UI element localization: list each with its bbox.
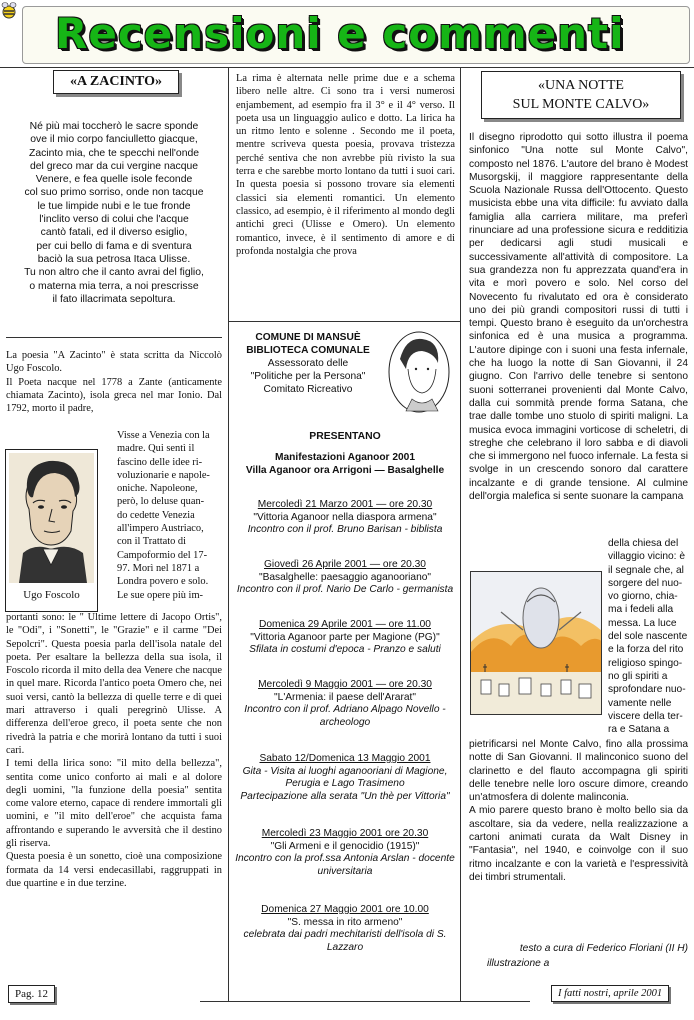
event-title: "Vittoria Aganoor parte per Magione (PG)" (250, 631, 440, 643)
flyer-presentano: PRESENTANO (309, 431, 381, 442)
event-detail: Partecipazione alla serata "Un thè per Vittoria" (240, 790, 450, 802)
text-line: viscere della ter- (608, 710, 683, 722)
event-date: Mercoledì 9 Maggio 2001 — ore 20.30 (258, 679, 432, 690)
flyer-library: BIBLIOTECA COMUNALE (246, 345, 370, 356)
text-line: Le sue opere più im- (117, 589, 203, 601)
poem-line: le tue limpide nubi e le tue fronde (37, 200, 191, 212)
text-line: però, lo deluse quan- (117, 496, 205, 508)
text-line: il segnale che, al (608, 564, 684, 576)
event-detail: Incontro con il prof. Bruno Barisan - biblista (247, 524, 443, 535)
page-title: Recensioni e commenti (55, 9, 625, 58)
flyer-committee: Comitato Ricreativo (263, 384, 353, 395)
text-line: Visse a Venezia con la (117, 430, 210, 441)
event-detail: Sfilata in costumi d'epoca - Pranzo e saluti (249, 644, 441, 655)
paragraph: Il disegno riprodotto qui sotto illustra il poema sinfonico "Una notte sul Monte Calvo", composto nel 1876. L'autore del brano è Modest Musorgskij, il maggiore rappresentante della Scuola Nazionale Russa dell'Ottocento. Questo musicista ebbe una vita difficile: fu avviato dalla famiglia alla carriera militare, ma preferì rinunciare ad una professione sicura e redditizia per dedicarsi agli studi musicali e successivamente all'attività di compositore. La sua grandezza non fu apprezzata quand'era in vita e morì povero e solo. Nel corso del Novecento fu rivalutato ed ora è considerato uno dei più grandi compositori russi di tutti i tempi. Questo brano è eseguito da un'orchestra sinfonica ed è una musica a programma. L'autore dipinge con i suoni una festa infernale, che ha luogo la notte di San Giovanni, il 24 giugno. Con l'arrivo delle tenebre si sentono suoni sotterranei provenienti dal Monte Calvo, dalla cui sommità prende forma Satana, che trae dalle tombe uno stuolo di spiriti maligni. La musica evoca immagini vorticose di scheletri, di streghe che celebrano il loro sabba e di diavoli che si immergono nel fuoco infernale. La festa si svolge in un crescendo sonoro dal carattere incalzante e di grande tensione. Al culmine dell'orgia malefica si sente suonare la campana (469, 132, 688, 503)
text-line: con il Trattato di (117, 536, 186, 548)
box-title-monte-calvo (481, 71, 681, 119)
monte-calvo-text (469, 131, 688, 503)
event-title: "L'Armenia: il paese dell'Ararat" (274, 691, 416, 703)
column-divider-right (460, 67, 461, 1002)
header-banner (22, 6, 690, 64)
issue-label-text: I fatti nostri, aprile 2001 (558, 988, 663, 999)
text-line: religioso spingo- (608, 657, 683, 669)
flyer-event-venue: Villa Aganoor ora Arrigoni — Basalghelle (245, 465, 445, 476)
box-title-text: «A ZACINTO» (70, 74, 162, 89)
text-line: do cedette Venezia (117, 509, 195, 521)
header-rule (0, 67, 694, 68)
text-line: ra e Satana a (608, 724, 670, 736)
text-line: ma i fedeli alla (608, 604, 674, 616)
text-credit: testo a cura di Federico Floriani (II H) (519, 943, 688, 954)
issue-label (551, 985, 669, 1002)
event-item (234, 499, 456, 537)
portrait-caption: Ugo Foscolo (23, 589, 80, 601)
text-line: del sole nascente (608, 631, 688, 643)
paragraph: portanti sono: le " Ultime lettere di Jacopo Ortis", le "Odi", i "Sonetti", le "Grazie" e il carme "Dei Sepolcri". Questa poesia parla dell'isola natale del poeta. Per esaltare la bellezza della sua isola, il Foscolo ricorda il mito della dea Venere che nacque in quel mare. Ricorda l'antico poeta Omero che, nei suoi versi, cantò la bellezza di quelle terre e di quei mari attraverso i quali peregrinò Ulisse. A differenza dell'eroe greco, il poeta sente che non rivedrà la patria e che morirà lontano da tutti i suoi cari. (6, 612, 222, 756)
event-date: Sabato 12/Domenica 13 Maggio 2001 (259, 753, 431, 764)
text-line: 97. Morì nel 1871 a (117, 562, 200, 574)
box-title-zacinto (53, 70, 179, 94)
text-line: fascino delle idee ri- (117, 456, 203, 468)
monte-calvo-conclusion (469, 738, 688, 884)
paragraph: pietrificarsi nel Monte Calvo, fino alla prossima notte di San Giovanni. Il malinconico suono del clarinetto e del flauto accompagna gli spiriti delle tenebre nelle loro oscure dimore, creando un'atmosfera di dolente malinconia. (469, 739, 688, 804)
poem-line: Venere, e fea quelle isole feconde (35, 174, 193, 186)
poem-line: col suo primo sorriso, onde non tacque (24, 187, 204, 199)
event-title: "Gli Armeni e il genocidio (1915)" (270, 840, 420, 852)
poem-line: del greco mar da cui vergine nacque (29, 160, 199, 172)
poem-line: il fato illacrimata sepoltura. (52, 293, 176, 305)
event-title: "Vittoria Aganoor nella diaspora armena" (253, 511, 437, 523)
portrait-foscolo (5, 449, 98, 612)
text-line: sprofondare nuo- (608, 684, 686, 696)
poem-line: cantò fatali, ed il diverso esiglio, (40, 227, 188, 239)
event-title: Gita - Visita ai luoghi aganooriani di Magione, Perugia e Lago Trasimeno (242, 765, 448, 789)
poem-line: Tu non altro che il canto avrai del figlio, (24, 267, 204, 279)
paragraph: Il Poeta nacque nel 1778 a Zante (anticamente chiamata Zacinto), isola greca nel mar Ionio. Dal 1792, morto il padre, (6, 376, 222, 415)
event-title: "Basalghelle: paesaggio aganooriano" (258, 571, 432, 583)
poem-line: Zacinto mia, che te specchi nell'onde (28, 147, 200, 159)
zacinto-intro (6, 349, 222, 415)
text-line: villaggio vicino: è (608, 551, 686, 563)
event-date: Domenica 29 Aprile 2001 — ore 11.00 (259, 619, 431, 630)
paragraph: A mio parere questo brano è molto bello sia da ascoltare, sia da vedere, nella realizzazione a cartoni animati curata da Walt Disney in "Fantasia", nel 1940, e coinvolge con il suo ritmo incalzante e con la varietà e l'espressività dei timbri strumentali. (469, 805, 688, 883)
bee-icon (0, 0, 18, 20)
text-line: all'impero Austriaco, (117, 523, 204, 535)
event-item (234, 753, 456, 803)
text-line: no gli spiriti a (608, 670, 668, 682)
box-title-line: «UNA NOTTE (538, 78, 624, 93)
event-detail: Incontro con il prof. Adriano Alpago Novello - archeologo (244, 704, 446, 728)
flyer-org-name: COMUNE DI MANSUÈ (255, 332, 361, 343)
text-line: madre. Qui sentì il (117, 443, 195, 455)
page-number-text: Pag. 12 (15, 988, 48, 1000)
event-item (234, 679, 456, 729)
event-item (234, 904, 456, 954)
text-line: e la forza del rito (608, 644, 684, 656)
zacinto-wrap-text (117, 429, 222, 602)
page-number (8, 985, 55, 1003)
poem-line: l'inclito verso di colui che l'acque (39, 214, 189, 226)
event-item (234, 619, 456, 657)
foscolo-portrait-image (9, 453, 94, 583)
text-line: della chiesa del (608, 538, 679, 549)
flyer-event-title: Manifestazioni Aganoor 2001 (274, 452, 415, 463)
text-line: Londra povero e solo. (117, 576, 209, 588)
paragraph: Questa poesia è un sonetto, cioè una composizione formata da 14 versi endecasillabi, raggruppati in due quartine e in due terzine. (6, 851, 222, 889)
zacinto-continued (236, 72, 455, 258)
event-date: Mercoledì 21 Marzo 2001 — ore 20.30 (257, 499, 433, 510)
flyer-dept-name: "Politiche per la Persona" (250, 371, 366, 382)
poem-line: ove il mio corpo fanciulletto giacque, (30, 134, 198, 146)
flyer-dept: Assessorato delle (267, 358, 349, 369)
footer-rule (200, 1001, 530, 1002)
event-item (234, 559, 456, 597)
satan-illustration (470, 571, 602, 715)
text-line: voluzionarie e napole- (117, 469, 210, 481)
event-detail: Incontro con la prof.ssa Antonia Arslan - docente universitaria (235, 853, 455, 877)
text-line: oniche. Napoleone, (117, 483, 198, 495)
poem (6, 120, 222, 306)
monte-calvo-wrap-text (608, 537, 688, 736)
text-line: vo giorno, chia- (608, 591, 678, 603)
zacinto-analysis (6, 611, 222, 890)
poem-line: baciò la sua petrosa Itaca Ulisse. (37, 253, 191, 265)
poem-line: Né più mai toccherò le sacre sponde (29, 121, 199, 132)
illustration-credit: illustrazione a (487, 958, 550, 969)
left-section-rule (6, 337, 222, 338)
paragraph: La rima è alternata nelle prime due e a schema libero nelle altre. Ci sono tra i versi numerosi enjambement, ad esempio fra il 3° e il 4° verso. Il poeta usa un linguaggio aulico e dotto. La lirica ha un ritmo lento e solenne . Secondo me il poeta, mentre scriveva questa poesia, provava tristezza perché sentiva che non avrebbe più rivisto la sua terra e che sarebbe morto lontano da tutti i suoi cari. In questa poesia si possono trovare sia elementi classici sia elementi romantici. Un elemento classico, ad esempio, è il riferimento al mondo degli antichi greci (Ulisse e Omero). Un elemento romantico, invece, è il sentimento di amore e di profonda nostalgia che prova (236, 73, 455, 257)
event-date: Giovedì 26 Aprile 2001 — ore 20.30 (264, 559, 426, 570)
event-item (234, 828, 456, 878)
poem-line: per cui bello di fama e di sventura (36, 240, 192, 252)
event-date: Mercoledì 23 Maggio 2001 ore 20.30 (261, 828, 429, 839)
text-line: sorgere del nuo- (608, 577, 683, 589)
middle-rule (228, 321, 460, 322)
text-line: vamente nelle (608, 697, 672, 709)
event-date: Domenica 27 Maggio 2001 ore 10.00 (261, 904, 429, 915)
poem-line: o materna mia terra, a noi prescrisse (29, 280, 199, 292)
text-line: Campoformio del 17- (117, 549, 208, 561)
text-line: messa. La luce (608, 617, 677, 629)
column-divider-left (228, 67, 229, 1002)
woman-portrait-drawing (386, 329, 452, 415)
event-title: "S. messa in rito armeno" (287, 916, 403, 928)
box-title-line: SUL MONTE CALVO» (512, 97, 650, 112)
paragraph: La poesia "A Zacinto" è stata scritta da Niccolò Ugo Foscolo. (6, 350, 222, 375)
event-detail: celebrata dai padri mechitaristi dell'isola di S. Lazzaro (243, 929, 447, 953)
event-detail: Incontro con il prof. Nario De Carlo - germanista (236, 584, 454, 595)
paragraph: I temi della lirica sono: "il mito della bellezza", sentita come unico conforto ai mali e al dolore degli uomini, "la funzione della poesia" sentita come valore eterno, capace di rendere immortali gli uomini, e "il mito dell'eroe" che acquista fama affrontando e superando le avversità che il destino gli riserva. (6, 758, 222, 850)
